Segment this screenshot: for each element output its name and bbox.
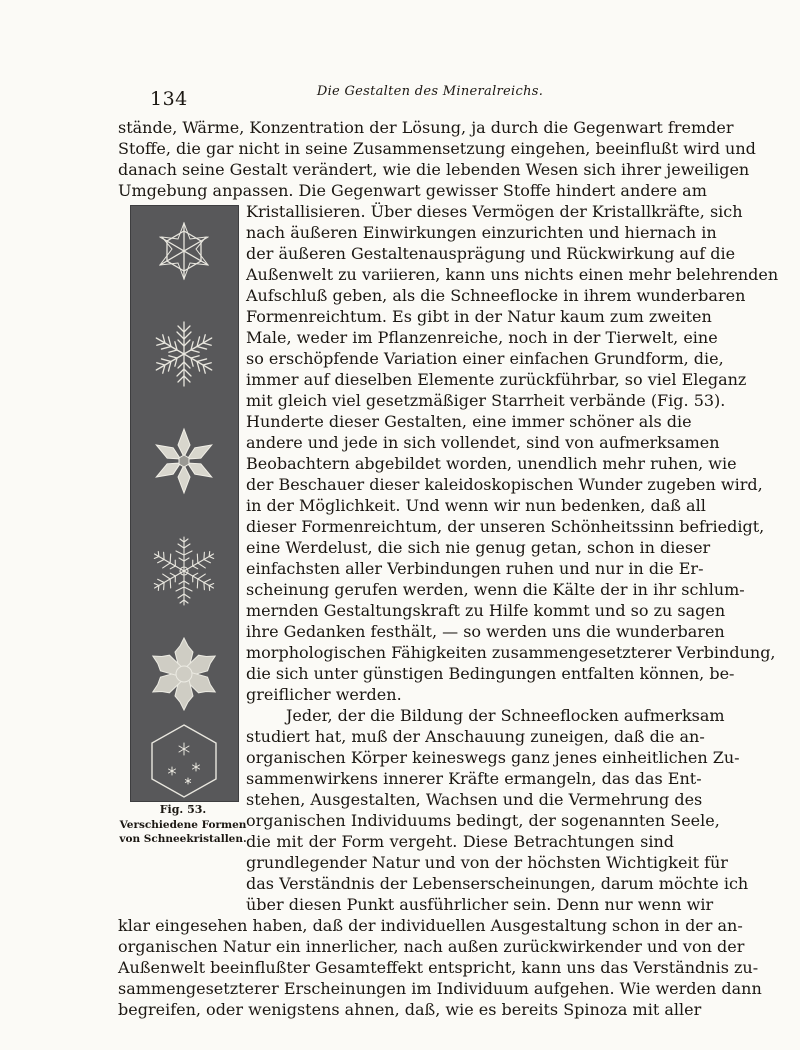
figure-caption-line: Verschiedene Formen [119,819,247,831]
text-line: die sich unter günstigen Bedingungen entfalten können, be- [246,664,735,683]
text-line: begreifen, oder wenigstens ahnen, daß, wie es bereits Spinoza mit aller [118,1000,702,1019]
text-line: andere und jede in sich vollendet, sind von aufmerksamen [246,433,720,452]
text-line: mit gleich viel gesetzmäßiger Starrheit verbände (Fig. 53). [246,391,726,410]
text-line: Formenreichtum. Es gibt in der Natur kaum zum zweiten [246,307,712,326]
figure-number: Fig. 53. [159,803,207,816]
text-line: Außenwelt beeinflußter Gesamteffekt entspricht, kann uns das Verständnis zu- [118,958,759,977]
text-line: Male, weder im Pflanzenreiche, noch in der Tierwelt, eine [246,328,718,347]
text-line: so erschöpfende Variation einer einfachen Grundform, die, [246,349,724,368]
text-line: mernden Gestaltungskraft zu Hilfe kommt und so zu sagen [246,601,726,620]
text-line: Umgebung anpassen. Die Gegenwart gewisser Stoffe hindert andere am [118,181,707,200]
text-line: Kristallisieren. Über dieses Vermögen der Kristallkräfte, sich [246,202,743,221]
snowflake-star-icon [160,223,208,279]
snowflake-plate-icon [153,429,214,493]
text-line: eine Werdelust, die sich nie genug getan, schon in dieser [246,538,711,557]
text-line: Außenwelt zu variieren, kann uns nichts einen mehr belehrenden [246,265,779,284]
text-line: danach seine Gestalt verändert, wie die lebenden Wesen sich ihrer jeweiligen [118,160,750,179]
text-line: grundlegender Natur und von der höchsten Wichtigkeit für [246,853,728,872]
text-line: der Beschauer dieser kaleidoskopischen Wunder zugeben wird, [246,475,763,494]
text-line: organischen Körper keineswegs ganz jenes einheitlichen Zu- [246,748,740,767]
page-number: 134 [150,88,188,110]
text-line: sammenwirkens innerer Kräfte ermangeln, das das Ent- [246,769,702,788]
text-line: über diesen Punkt ausführlicher sein. Denn nur wenn wir [246,895,714,914]
text-line: Stoffe, die gar nicht in seine Zusammensetzung eingehen, beeinflußt wird und [118,139,756,158]
text-line: Beobachtern abgebildet worden, unendlich mehr ruhen, wie [246,454,737,473]
snowflake-lace-icon [151,537,218,605]
text-line: greiflicher werden. [246,685,402,704]
text-line: die mit der Form vergeht. Diese Betrachtungen sind [246,832,674,851]
running-title: Die Gestalten des Mineralreichs. [316,84,544,99]
snowflake-dendrite-icon [153,322,215,386]
text-line: organischen Natur ein innerlicher, nach außen zurückwirkender und von der [118,937,745,956]
text-line: Aufschluß geben, als die Schneeflocke in ihrem wunderbaren [246,286,746,305]
text-line: das Verständnis der Lebenserscheinungen, darum möchte ich [246,874,749,893]
figure-caption-line: von Schneekristallen. [119,833,247,845]
text-line: studiert hat, muß der Anschauung zuneigen, daß die an- [246,727,705,746]
text-line: scheinung gerufen werden, wenn die Kälte der in ihr schlum- [246,580,745,599]
text-line: der äußeren Gestaltenausprägung und Rückwirkung auf die [246,244,736,263]
text-line: ihre Gedanken festhält, — so werden uns die wunderbaren [246,622,725,641]
text-line: klar eingesehen haben, daß der individuellen Ausgestaltung schon in der an- [118,916,743,935]
text-line: in der Möglichkeit. Und wenn wir nun bedenken, daß all [246,496,706,515]
text-line: immer auf dieselben Elemente zurückführbar, so viel Eleganz [246,370,747,389]
text-line: morphologischen Fähigkeiten zusammengesetzterer Verbindung, [246,643,776,662]
text-line: sammengesetzterer Erscheinungen im Individuum aufgehen. Wie werden dann [118,979,762,998]
text-line: stehen, Ausgestalten, Wachsen und die Vermehrung des [246,790,703,809]
snowflake-figure-plate [130,205,239,802]
text-line: Hunderte dieser Gestalten, eine immer schöner als die [246,412,692,431]
text-line: dieser Formenreichtum, der unseren Schönheitssinn befriedigt, [246,517,765,536]
text-line: nach äußeren Einwirkungen einzurichten und hiernach in [246,223,717,242]
text-line: einfachsten aller Verbindungen ruhen und nur in die Er- [246,559,704,578]
text-line: organischen Individuums bedingt, der sogenannten Seele, [246,811,720,830]
snowflake-broad-icon [148,638,219,710]
snowflake-hexagon-frame-icon [152,725,216,797]
snowflake-illustration [131,206,238,801]
text-line: Jeder, der die Bildung der Schneeflocken aufmerksam [286,706,725,725]
text-line: stände, Wärme, Konzentration der Lösung, ja durch die Gegenwart fremder [118,118,734,137]
